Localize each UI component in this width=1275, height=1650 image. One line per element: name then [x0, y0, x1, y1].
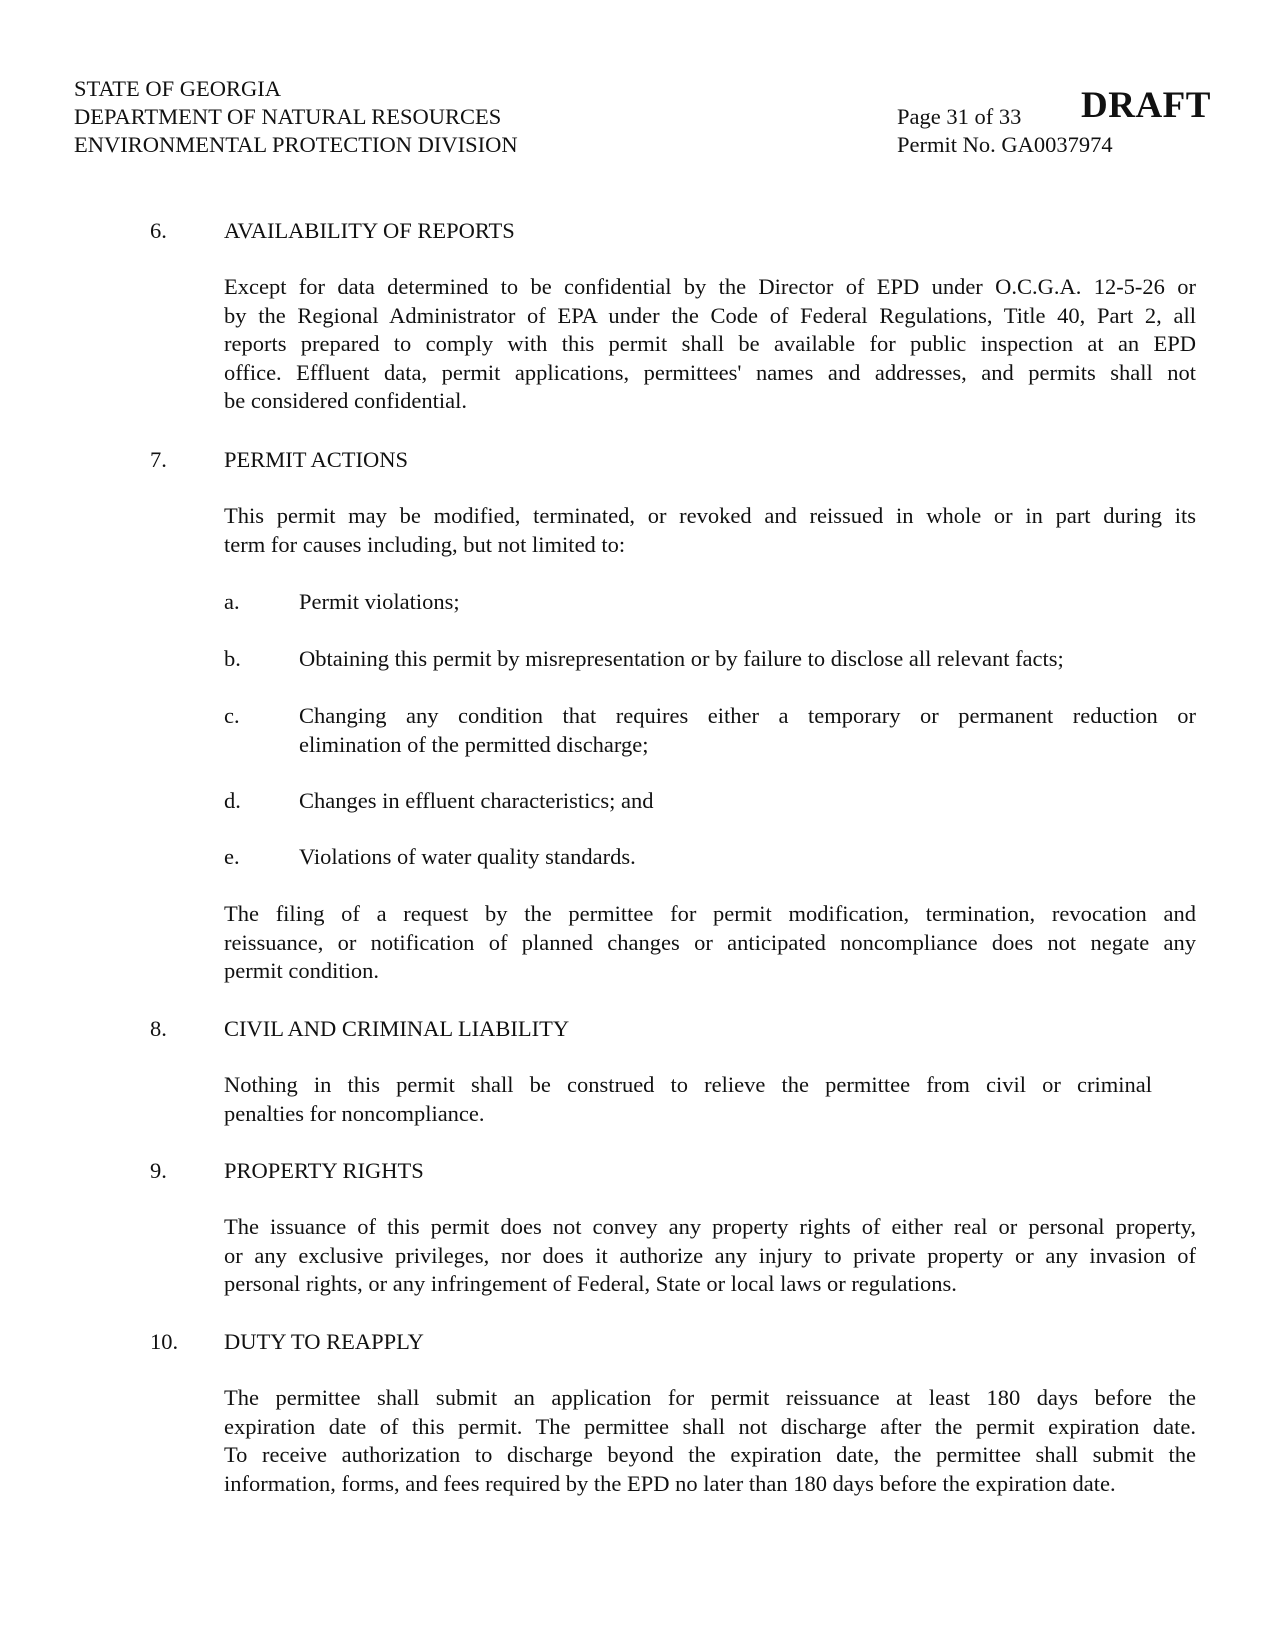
list-item-line: Changes in effluent characteristics; and — [299, 788, 654, 813]
paragraph-line: To receive authorization to discharge beyond the expiration date, the permittee shall submit the — [224, 1442, 1196, 1467]
section-heading: DUTY TO REAPPLY — [224, 1329, 424, 1354]
section-paragraph — [224, 273, 1196, 416]
paragraph-line: personal rights, or any infringement of Federal, State or local laws or regulations. — [224, 1271, 957, 1296]
list-item-letter: e. — [224, 844, 240, 869]
paragraph-line: or any exclusive privileges, nor does it authorize any injury to private property or any invasion of — [224, 1242, 1196, 1268]
section-heading: PROPERTY RIGHTS — [224, 1158, 424, 1183]
section-paragraph — [224, 1213, 1196, 1299]
list-item-letter: c. — [224, 703, 240, 728]
list-item-line: Permit violations; — [299, 589, 460, 614]
paragraph-line: This permit may be modified, terminated, or revoked and reissued in whole or in part during its — [224, 503, 1196, 528]
list-item-line: Changing any condition that requires either a temporary or permanent reduction or — [299, 703, 1196, 728]
permit-number: Permit No. GA0037974 — [897, 132, 1113, 157]
list-item-letter: a. — [224, 589, 240, 614]
list-item-line: Obtaining this permit by misrepresentation or by failure to disclose all relevant facts; — [299, 646, 1064, 671]
paragraph-line: Except for data determined to be confidential by the Director of EPD under O.C.G.A. 12-5-26 or — [224, 274, 1196, 299]
paragraph-line: The filing of a request by the permittee for permit modification, termination, revocation and — [224, 901, 1196, 926]
section-number: 9. — [150, 1158, 167, 1183]
paragraph-line: information, forms, and fees required by the EPD no later than 180 days before the expiration date. — [224, 1470, 1116, 1496]
section-closing-paragraph — [224, 900, 1196, 986]
paragraph-line: be considered confidential. — [224, 388, 468, 413]
section-number: 10. — [150, 1329, 179, 1354]
list-item-letter: b. — [224, 646, 241, 671]
agency-line-division: ENVIRONMENTAL PROTECTION DIVISION — [74, 132, 518, 157]
paragraph-line: penalties for noncompliance. — [224, 1100, 485, 1126]
section-number: 8. — [150, 1016, 167, 1041]
section-intro-paragraph — [224, 502, 1196, 559]
paragraph-line: term for causes including, but not limited to: — [224, 531, 626, 557]
section-heading: CIVIL AND CRIMINAL LIABILITY — [224, 1016, 570, 1041]
section-number: 7. — [150, 447, 167, 472]
list-item-text — [299, 787, 1196, 816]
paragraph-line: The permittee shall submit an application for permit reissuance at least 180 days before the — [224, 1385, 1196, 1410]
list-item-text — [299, 843, 1196, 872]
section-heading: PERMIT ACTIONS — [224, 447, 408, 472]
section-heading: AVAILABILITY OF REPORTS — [224, 218, 515, 243]
paragraph-line: permit condition. — [224, 958, 379, 983]
paragraph-line: by the Regional Administrator of EPA under the Code of Federal Regulations, Title 40, Part 2, all — [224, 302, 1196, 328]
draft-stamp: DRAFT — [1081, 85, 1211, 126]
paragraph-line: The issuance of this permit does not convey any property rights of either real or personal property, — [224, 1214, 1196, 1239]
agency-header — [74, 75, 518, 159]
list-item-letter: d. — [224, 788, 241, 813]
agency-line-state: STATE OF GEORGIA — [74, 76, 281, 101]
page-number: Page 31 of 33 — [897, 104, 1022, 129]
list-item-text — [299, 588, 1196, 617]
paragraph-line: reports prepared to comply with this permit shall be available for public inspection at an EPD — [224, 331, 1196, 356]
list-item-line: Violations of water quality standards. — [299, 844, 636, 869]
paragraph-line: Nothing in this permit shall be construed to relieve the permittee from civil or criminal — [224, 1072, 1152, 1097]
section-paragraph — [224, 1384, 1196, 1498]
list-item-text — [299, 645, 1196, 674]
list-item-line: elimination of the permitted discharge; — [299, 731, 649, 757]
list-item-text — [299, 702, 1196, 759]
agency-line-department: DEPARTMENT OF NATURAL RESOURCES — [74, 104, 502, 129]
paragraph-line: office. Effluent data, permit applications, permittees' names and addresses, and permits shall not — [224, 359, 1196, 385]
paragraph-line: expiration date of this permit. The permittee shall not discharge after the permit expiration date. — [224, 1413, 1196, 1439]
section-number: 6. — [150, 218, 167, 243]
section-paragraph — [224, 1071, 1152, 1128]
paragraph-line: reissuance, or notification of planned changes or anticipated noncompliance does not negate any — [224, 929, 1196, 955]
